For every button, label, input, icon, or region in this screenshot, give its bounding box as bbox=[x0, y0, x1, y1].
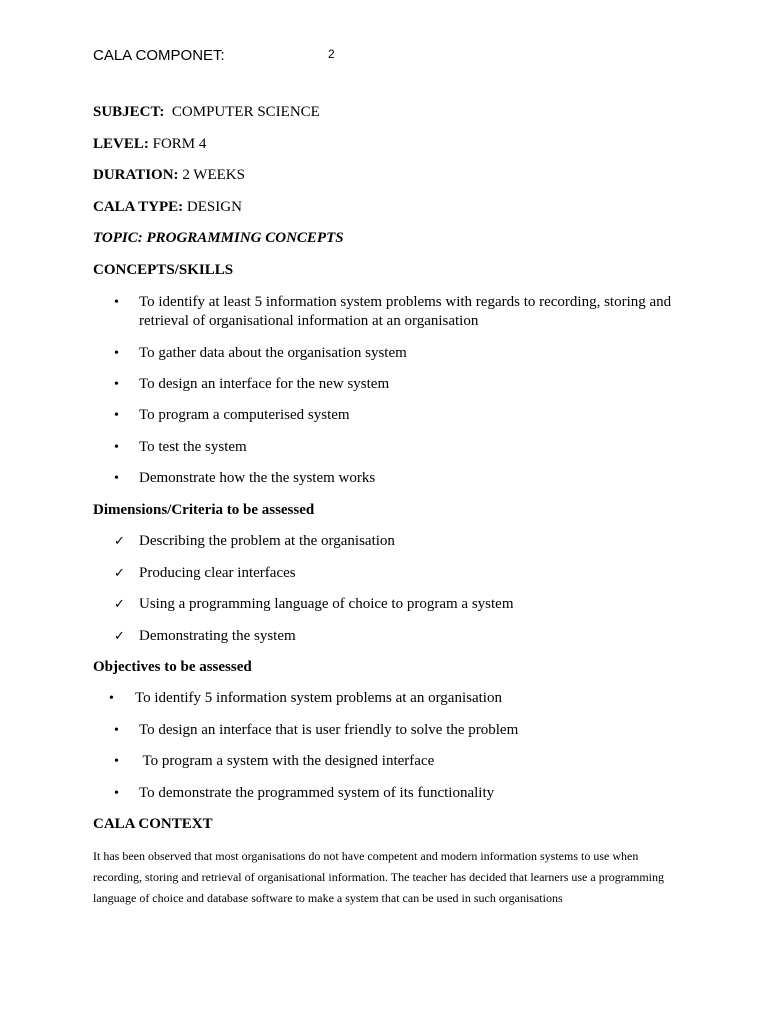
bullet-dot-icon: • bbox=[114, 377, 119, 392]
level-value: FORM 4 bbox=[152, 136, 207, 152]
bullet-dot-icon: • bbox=[114, 786, 119, 801]
page-number: 2 bbox=[328, 47, 335, 61]
cala-type-value: DESIGN bbox=[186, 199, 242, 215]
list-item-text: To test the system bbox=[139, 439, 247, 455]
bullet-dot-icon: • bbox=[114, 754, 119, 769]
duration-label: DURATION: bbox=[93, 167, 179, 183]
duration-value: 2 WEEKS bbox=[182, 167, 245, 183]
list-item-text: Describing the problem at the organisation bbox=[139, 533, 395, 549]
bullet-dot-icon: • bbox=[114, 723, 119, 738]
list-item-text: Demonstrating the system bbox=[139, 628, 296, 644]
list-item-text: To design an interface for the new system bbox=[139, 376, 390, 392]
concepts-heading: CONCEPTS/SKILLS bbox=[93, 262, 234, 278]
subject-value: COMPUTER SCIENCE bbox=[171, 104, 320, 120]
checkmark-icon: ✓ bbox=[114, 597, 125, 612]
cala-type-line bbox=[93, 198, 242, 217]
checkmark-icon: ✓ bbox=[114, 629, 125, 644]
context-heading: CALA CONTEXT bbox=[93, 816, 213, 832]
criteria-heading: Dimensions/Criteria to be assessed bbox=[93, 502, 315, 518]
checkmark-icon: ✓ bbox=[114, 566, 125, 581]
list-item-text: Producing clear interfaces bbox=[139, 565, 296, 581]
cala-type-label: CALA TYPE: bbox=[93, 199, 184, 215]
list-item-text: To identify at least 5 information system problems with regards to recording, storing and retrieval of organisational information at an organisation bbox=[139, 294, 672, 329]
topic-line: TOPIC: PROGRAMMING CONCEPTS bbox=[93, 230, 344, 246]
bullet-dot-icon: • bbox=[114, 295, 119, 310]
level-line bbox=[93, 135, 206, 154]
list-item-text: To design an interface that is user friendly to solve the problem bbox=[139, 722, 519, 738]
list-item-text: Demonstrate how the the system works bbox=[139, 470, 376, 486]
list-item-text: To identify 5 information system problems at an organisation bbox=[135, 690, 502, 706]
context-paragraph: It has been observed that most organisations do not have competent and modern information systems to use when recording, storing and retrieval of organisational information. The teacher has decided that learners use a programming language of choice and database software to make a system that can be used in such organisations bbox=[93, 849, 665, 905]
bullet-dot-icon: • bbox=[114, 471, 119, 486]
duration-line bbox=[93, 166, 245, 185]
list-item-text: To demonstrate the programmed system of its functionality bbox=[139, 785, 495, 801]
bullet-dot-icon: • bbox=[114, 346, 119, 361]
list-item-text: Using a programming language of choice to program a system bbox=[139, 596, 514, 612]
bullet-dot-icon: • bbox=[109, 691, 114, 706]
header-title: CALA COMPONET: bbox=[93, 47, 225, 64]
bullet-dot-icon: • bbox=[114, 440, 119, 455]
subject-label: SUBJECT: bbox=[93, 104, 165, 120]
list-item-text: To gather data about the organisation system bbox=[139, 345, 407, 361]
list-item-text: To program a computerised system bbox=[139, 407, 350, 423]
subject-line bbox=[93, 103, 320, 122]
bullet-dot-icon: • bbox=[114, 408, 119, 423]
objectives-heading: Objectives to be assessed bbox=[93, 659, 252, 675]
checkmark-icon: ✓ bbox=[114, 534, 125, 549]
level-label: LEVEL: bbox=[93, 136, 149, 152]
list-item-text: To program a system with the designed interface bbox=[139, 753, 435, 769]
